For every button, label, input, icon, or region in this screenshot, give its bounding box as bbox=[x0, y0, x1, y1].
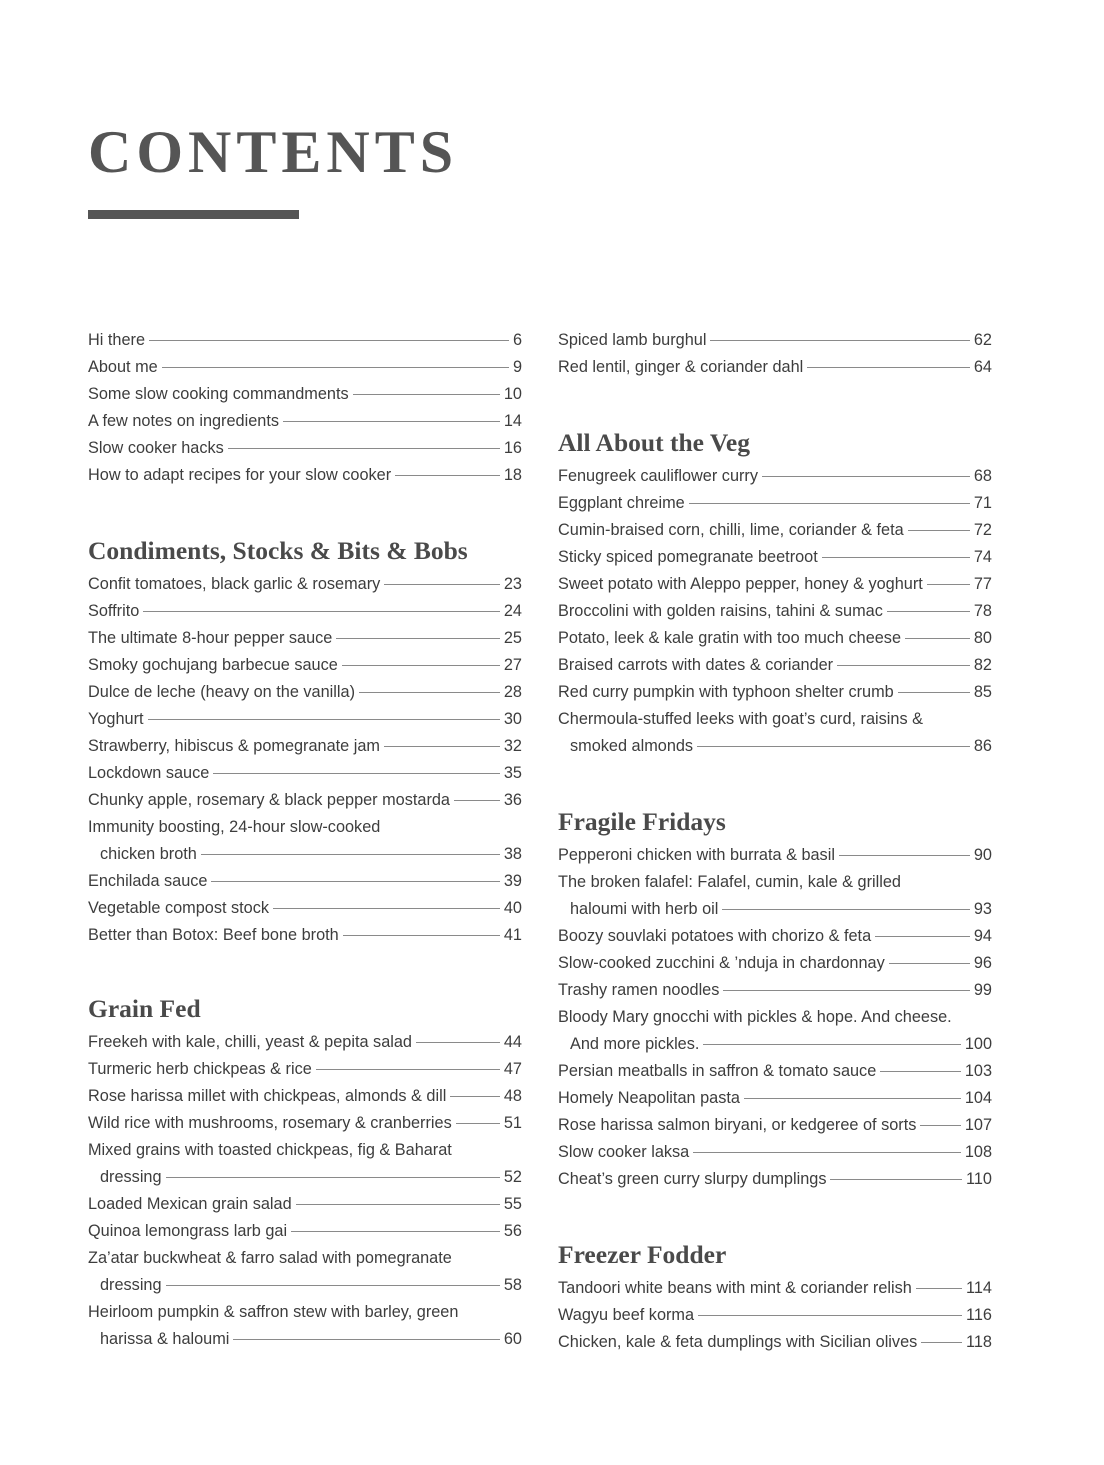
entry-page-number: 110 bbox=[966, 1170, 992, 1188]
dot-leader bbox=[291, 1231, 500, 1232]
toc-entry[interactable] bbox=[88, 895, 522, 922]
toc-entry[interactable] bbox=[88, 652, 522, 679]
entry-title: Yoghurt bbox=[88, 710, 144, 728]
dot-leader bbox=[744, 1098, 961, 1099]
dot-leader bbox=[149, 340, 509, 341]
entry-page-number: 114 bbox=[966, 1279, 992, 1297]
entry-page-number: 10 bbox=[503, 385, 522, 403]
entry-title: Slow cooker hacks bbox=[88, 439, 224, 457]
toc-entry[interactable] bbox=[88, 814, 522, 868]
dot-leader bbox=[233, 1339, 499, 1340]
entry-title: Confit tomatoes, black garlic & rosemary bbox=[88, 575, 381, 593]
toc-entry[interactable] bbox=[88, 625, 522, 652]
entry-title: Turmeric herb chickpeas & rice bbox=[88, 1060, 312, 1078]
dot-leader bbox=[837, 665, 970, 666]
entry-page-number: 51 bbox=[503, 1114, 522, 1132]
entry-page-number: 74 bbox=[973, 548, 992, 566]
entry-title: Smoky gochujang barbecue sauce bbox=[88, 656, 338, 674]
entry-title: Enchilada sauce bbox=[88, 872, 208, 890]
dot-leader bbox=[875, 936, 970, 937]
entry-page-number: 64 bbox=[973, 358, 992, 376]
entry-page-number: 86 bbox=[973, 737, 992, 755]
entry-page-number: 14 bbox=[503, 412, 522, 430]
toc-entry[interactable] bbox=[558, 950, 992, 977]
entry-title: Rose harissa millet with chickpeas, almonds & dill bbox=[88, 1087, 447, 1105]
entry-title: Some slow cooking commandments bbox=[88, 385, 349, 403]
dot-leader bbox=[697, 746, 970, 747]
entry-title: About me bbox=[88, 358, 158, 376]
dot-leader bbox=[395, 475, 500, 476]
entry-title: Chermoula-stuffed leeks with goat’s curd, raisins & bbox=[558, 710, 923, 728]
toc-entry[interactable] bbox=[88, 327, 522, 354]
dot-leader bbox=[822, 557, 970, 558]
entry-title: Red lentil, ginger & coriander dahl bbox=[558, 358, 804, 376]
entry-page-number: 44 bbox=[503, 1033, 522, 1051]
entry-page-number: 108 bbox=[964, 1143, 992, 1161]
section-heading: Fragile Fridays bbox=[558, 807, 726, 836]
toc-intro bbox=[88, 327, 522, 489]
entry-page-number: 62 bbox=[973, 331, 992, 349]
entry-page-number: 47 bbox=[503, 1060, 522, 1078]
entry-title: Boozy souvlaki potatoes with chorizo & feta bbox=[558, 927, 872, 945]
entry-page-number: 77 bbox=[973, 575, 992, 593]
entry-page-number: 72 bbox=[973, 521, 992, 539]
entry-title: Better than Botox: Beef bone broth bbox=[88, 926, 339, 944]
dot-leader bbox=[908, 530, 970, 531]
toc-column-right bbox=[558, 327, 992, 1356]
entry-page-number: 71 bbox=[973, 494, 992, 512]
entry-page-number: 23 bbox=[503, 575, 522, 593]
toc-entry[interactable] bbox=[558, 1112, 992, 1139]
entry-title: Rose harissa salmon biryani, or kedgeree of sorts bbox=[558, 1116, 917, 1134]
entry-title-continued: dressing bbox=[100, 1276, 162, 1294]
toc-entry[interactable] bbox=[558, 571, 992, 598]
entry-page-number: 94 bbox=[973, 927, 992, 945]
entry-title: Persian meatballs in saffron & tomato sauce bbox=[558, 1062, 877, 1080]
dot-leader bbox=[920, 1125, 960, 1126]
toc-entry[interactable] bbox=[88, 598, 522, 625]
toc-entry[interactable] bbox=[88, 787, 522, 814]
entry-title: Chunky apple, rosemary & black pepper mostarda bbox=[88, 791, 450, 809]
dot-leader bbox=[839, 855, 970, 856]
toc-list bbox=[88, 1029, 522, 1353]
entry-title: Strawberry, hibiscus & pomegranate jam bbox=[88, 737, 380, 755]
toc-entry[interactable] bbox=[558, 1329, 992, 1356]
entry-title: Freekeh with kale, chilli, yeast & pepita salad bbox=[88, 1033, 412, 1051]
toc-entry[interactable] bbox=[558, 706, 992, 760]
dot-leader bbox=[143, 611, 500, 612]
toc-entry[interactable] bbox=[558, 1085, 992, 1112]
entry-page-number: 80 bbox=[973, 629, 992, 647]
dot-leader bbox=[296, 1204, 500, 1205]
entry-title: Chicken, kale & feta dumplings with Sicilian olives bbox=[558, 1333, 918, 1351]
dot-leader bbox=[693, 1152, 961, 1153]
entry-page-number: 93 bbox=[973, 900, 992, 918]
entry-page-number: 100 bbox=[964, 1035, 992, 1053]
toc-entry[interactable] bbox=[558, 1302, 992, 1329]
toc-entry[interactable] bbox=[558, 1004, 992, 1058]
dot-leader bbox=[762, 476, 970, 477]
entry-title: Pepperoni chicken with burrata & basil bbox=[558, 846, 835, 864]
entry-title-continued: haloumi with herb oil bbox=[570, 900, 719, 918]
dot-leader bbox=[211, 881, 499, 882]
toc-list bbox=[558, 463, 992, 760]
dot-leader bbox=[166, 1285, 500, 1286]
toc-entry[interactable] bbox=[88, 1137, 522, 1191]
toc-entry[interactable] bbox=[88, 1299, 522, 1353]
entry-page-number: 28 bbox=[503, 683, 522, 701]
toc-entry[interactable] bbox=[88, 571, 522, 598]
dot-leader bbox=[887, 611, 970, 612]
dot-leader bbox=[342, 665, 500, 666]
dot-leader bbox=[162, 367, 509, 368]
dot-leader bbox=[905, 638, 970, 639]
section-heading: Condiments, Stocks & Bits & Bobs bbox=[88, 536, 468, 565]
entry-page-number: 118 bbox=[966, 1333, 992, 1351]
entry-page-number: 52 bbox=[503, 1168, 522, 1186]
dot-leader bbox=[927, 584, 970, 585]
toc-entry[interactable] bbox=[88, 922, 522, 949]
entry-title-continued: chicken broth bbox=[100, 845, 197, 863]
toc-list bbox=[558, 842, 992, 1193]
entry-page-number: 18 bbox=[503, 466, 522, 484]
entry-title: Tandoori white beans with mint & coriander relish bbox=[558, 1279, 912, 1297]
toc-entry[interactable] bbox=[558, 1166, 992, 1193]
entry-page-number: 96 bbox=[973, 954, 992, 972]
toc-entry[interactable] bbox=[88, 1245, 522, 1299]
entry-title: A few notes on ingredients bbox=[88, 412, 279, 430]
toc-entry[interactable] bbox=[88, 1218, 522, 1245]
toc-entry[interactable] bbox=[558, 977, 992, 1004]
toc-section-grain-fed-continued bbox=[558, 327, 992, 381]
entry-page-number: 55 bbox=[503, 1195, 522, 1213]
entry-page-number: 103 bbox=[964, 1062, 992, 1080]
toc-entry[interactable] bbox=[558, 1275, 992, 1302]
entry-title: Homely Neapolitan pasta bbox=[558, 1089, 740, 1107]
toc-section-condiments bbox=[88, 536, 522, 949]
entry-title: The broken falafel: Falafel, cumin, kale & grilled bbox=[558, 873, 901, 891]
toc-entry[interactable] bbox=[558, 842, 992, 869]
dot-leader bbox=[921, 1342, 962, 1343]
dot-leader bbox=[723, 990, 969, 991]
entry-title: Heirloom pumpkin & saffron stew with barley, green bbox=[88, 1303, 459, 1321]
toc-entry[interactable] bbox=[558, 327, 992, 354]
dot-leader bbox=[416, 1042, 500, 1043]
entry-title: Sticky spiced pomegranate beetroot bbox=[558, 548, 818, 566]
toc-section-fragile-fridays bbox=[558, 807, 992, 1193]
toc-entry[interactable] bbox=[558, 490, 992, 517]
entry-title: Spiced lamb burghul bbox=[558, 331, 707, 349]
toc-entry[interactable] bbox=[558, 923, 992, 950]
entry-page-number: 68 bbox=[973, 467, 992, 485]
dot-leader bbox=[359, 692, 500, 693]
entry-title: Immunity boosting, 24-hour slow-cooked bbox=[88, 818, 381, 836]
toc-entry[interactable] bbox=[558, 679, 992, 706]
entry-title: Vegetable compost stock bbox=[88, 899, 270, 917]
entry-title-continued: smoked almonds bbox=[570, 737, 694, 755]
entry-page-number: 104 bbox=[964, 1089, 992, 1107]
dot-leader bbox=[710, 340, 969, 341]
entry-page-number: 32 bbox=[503, 737, 522, 755]
toc-entry[interactable] bbox=[88, 760, 522, 787]
entry-title: Cheat’s green curry slurpy dumplings bbox=[558, 1170, 827, 1188]
entry-page-number: 48 bbox=[503, 1087, 522, 1105]
dot-leader bbox=[898, 692, 970, 693]
toc-entry[interactable] bbox=[88, 706, 522, 733]
entry-page-number: 30 bbox=[503, 710, 522, 728]
dot-leader bbox=[450, 1096, 500, 1097]
entry-page-number: 60 bbox=[503, 1330, 522, 1348]
toc-entry[interactable] bbox=[88, 679, 522, 706]
section-heading: Freezer Fodder bbox=[558, 1240, 727, 1269]
entry-page-number: 35 bbox=[503, 764, 522, 782]
dot-leader bbox=[703, 1044, 960, 1045]
toc-entry[interactable] bbox=[558, 544, 992, 571]
section-heading: All About the Veg bbox=[558, 428, 750, 457]
entry-title: Quinoa lemongrass larb gai bbox=[88, 1222, 288, 1240]
entry-page-number: 27 bbox=[503, 656, 522, 674]
entry-page-number: 99 bbox=[973, 981, 992, 999]
toc-entry[interactable] bbox=[88, 1056, 522, 1083]
entry-page-number: 9 bbox=[512, 358, 522, 376]
entry-title-continued: harissa & haloumi bbox=[100, 1330, 230, 1348]
dot-leader bbox=[148, 719, 500, 720]
entry-page-number: 90 bbox=[973, 846, 992, 864]
entry-page-number: 36 bbox=[503, 791, 522, 809]
toc-entry[interactable] bbox=[558, 517, 992, 544]
dot-leader bbox=[343, 935, 500, 936]
toc-list bbox=[88, 327, 522, 489]
dot-leader bbox=[722, 909, 969, 910]
toc-entry[interactable] bbox=[558, 625, 992, 652]
toc-list bbox=[88, 571, 522, 949]
dot-leader bbox=[336, 638, 500, 639]
entry-page-number: 38 bbox=[503, 845, 522, 863]
toc-list bbox=[558, 327, 992, 381]
entry-page-number: 82 bbox=[973, 656, 992, 674]
toc-entry[interactable] bbox=[88, 435, 522, 462]
toc-entry[interactable] bbox=[88, 462, 522, 489]
entry-title: Potato, leek & kale gratin with too much cheese bbox=[558, 629, 902, 647]
toc-entry[interactable] bbox=[88, 354, 522, 381]
toc-entry[interactable] bbox=[558, 869, 992, 923]
entry-title: How to adapt recipes for your slow cooker bbox=[88, 466, 392, 484]
toc-section-freezer-fodder bbox=[558, 1240, 992, 1356]
dot-leader bbox=[454, 800, 500, 801]
entry-page-number: 85 bbox=[973, 683, 992, 701]
entry-page-number: 16 bbox=[503, 439, 522, 457]
dot-leader bbox=[213, 773, 500, 774]
dot-leader bbox=[698, 1315, 962, 1316]
entry-title: Loaded Mexican grain salad bbox=[88, 1195, 292, 1213]
toc-entry[interactable] bbox=[558, 598, 992, 625]
dot-leader bbox=[316, 1069, 500, 1070]
title-underline bbox=[88, 210, 299, 219]
entry-page-number: 78 bbox=[973, 602, 992, 620]
entry-title: Sweet potato with Aleppo pepper, honey & yoghurt bbox=[558, 575, 923, 593]
toc-entry[interactable] bbox=[88, 381, 522, 408]
toc-entry[interactable] bbox=[88, 1191, 522, 1218]
dot-leader bbox=[166, 1177, 500, 1178]
dot-leader bbox=[273, 908, 500, 909]
entry-title: Trashy ramen noodles bbox=[558, 981, 720, 999]
entry-title: Hi there bbox=[88, 331, 146, 349]
entry-page-number: 116 bbox=[966, 1306, 992, 1324]
toc-entry[interactable] bbox=[558, 354, 992, 381]
section-heading: Grain Fed bbox=[88, 994, 201, 1023]
entry-title: Broccolini with golden raisins, tahini & sumac bbox=[558, 602, 883, 620]
dot-leader bbox=[830, 1179, 962, 1180]
toc-entry[interactable] bbox=[558, 463, 992, 490]
dot-leader bbox=[283, 421, 500, 422]
entry-title: Wagyu beef korma bbox=[558, 1306, 695, 1324]
dot-leader bbox=[456, 1123, 500, 1124]
entry-title: Soffrito bbox=[88, 602, 140, 620]
toc-column-left bbox=[88, 327, 522, 1353]
entry-title: Cumin-braised corn, chilli, lime, coriander & feta bbox=[558, 521, 904, 539]
toc-entry[interactable] bbox=[88, 1083, 522, 1110]
entry-title: Lockdown sauce bbox=[88, 764, 210, 782]
dot-leader bbox=[384, 746, 500, 747]
dot-leader bbox=[384, 584, 500, 585]
toc-entry[interactable] bbox=[558, 1058, 992, 1085]
dot-leader bbox=[889, 963, 970, 964]
dot-leader bbox=[228, 448, 500, 449]
toc-section-grain-fed bbox=[88, 994, 522, 1353]
page-title: CONTENTS bbox=[88, 119, 459, 185]
entry-title-continued: dressing bbox=[100, 1168, 162, 1186]
entry-title: Fenugreek cauliflower curry bbox=[558, 467, 758, 485]
entry-title: Red curry pumpkin with typhoon shelter crumb bbox=[558, 683, 894, 701]
toc-entry[interactable] bbox=[88, 1029, 522, 1056]
entry-title: Eggplant chreime bbox=[558, 494, 685, 512]
entry-page-number: 25 bbox=[503, 629, 522, 647]
toc-entry[interactable] bbox=[558, 652, 992, 679]
toc-entry[interactable] bbox=[88, 868, 522, 895]
entry-title: Bloody Mary gnocchi with pickles & hope. And cheese. bbox=[558, 1008, 952, 1026]
entry-page-number: 107 bbox=[964, 1116, 992, 1134]
entry-page-number: 39 bbox=[503, 872, 522, 890]
dot-leader bbox=[201, 854, 500, 855]
entry-title-continued: And more pickles. bbox=[570, 1035, 700, 1053]
dot-leader bbox=[916, 1288, 962, 1289]
entry-title: Za’atar buckwheat & farro salad with pomegranate bbox=[88, 1249, 452, 1267]
dot-leader bbox=[880, 1071, 961, 1072]
toc-section-all-about-the-veg bbox=[558, 428, 992, 760]
dot-leader bbox=[689, 503, 970, 504]
entry-title: Dulce de leche (heavy on the vanilla) bbox=[88, 683, 355, 701]
entry-title: Mixed grains with toasted chickpeas, fig & Baharat bbox=[88, 1141, 452, 1159]
entry-title: The ultimate 8-hour pepper sauce bbox=[88, 629, 333, 647]
dot-leader bbox=[353, 394, 500, 395]
entry-page-number: 6 bbox=[512, 331, 522, 349]
entry-page-number: 58 bbox=[503, 1276, 522, 1294]
toc-list bbox=[558, 1275, 992, 1356]
entry-title: Slow-cooked zucchini & ’nduja in chardonnay bbox=[558, 954, 885, 972]
toc-entry[interactable] bbox=[88, 408, 522, 435]
entry-page-number: 41 bbox=[503, 926, 522, 944]
toc-entry[interactable] bbox=[558, 1139, 992, 1166]
entry-title: Wild rice with mushrooms, rosemary & cranberries bbox=[88, 1114, 452, 1132]
entry-title: Slow cooker laksa bbox=[558, 1143, 690, 1161]
toc-entry[interactable] bbox=[88, 733, 522, 760]
entry-page-number: 24 bbox=[503, 602, 522, 620]
dot-leader bbox=[807, 367, 970, 368]
entry-page-number: 56 bbox=[503, 1222, 522, 1240]
entry-page-number: 40 bbox=[503, 899, 522, 917]
toc-entry[interactable] bbox=[88, 1110, 522, 1137]
entry-title: Braised carrots with dates & coriander bbox=[558, 656, 834, 674]
